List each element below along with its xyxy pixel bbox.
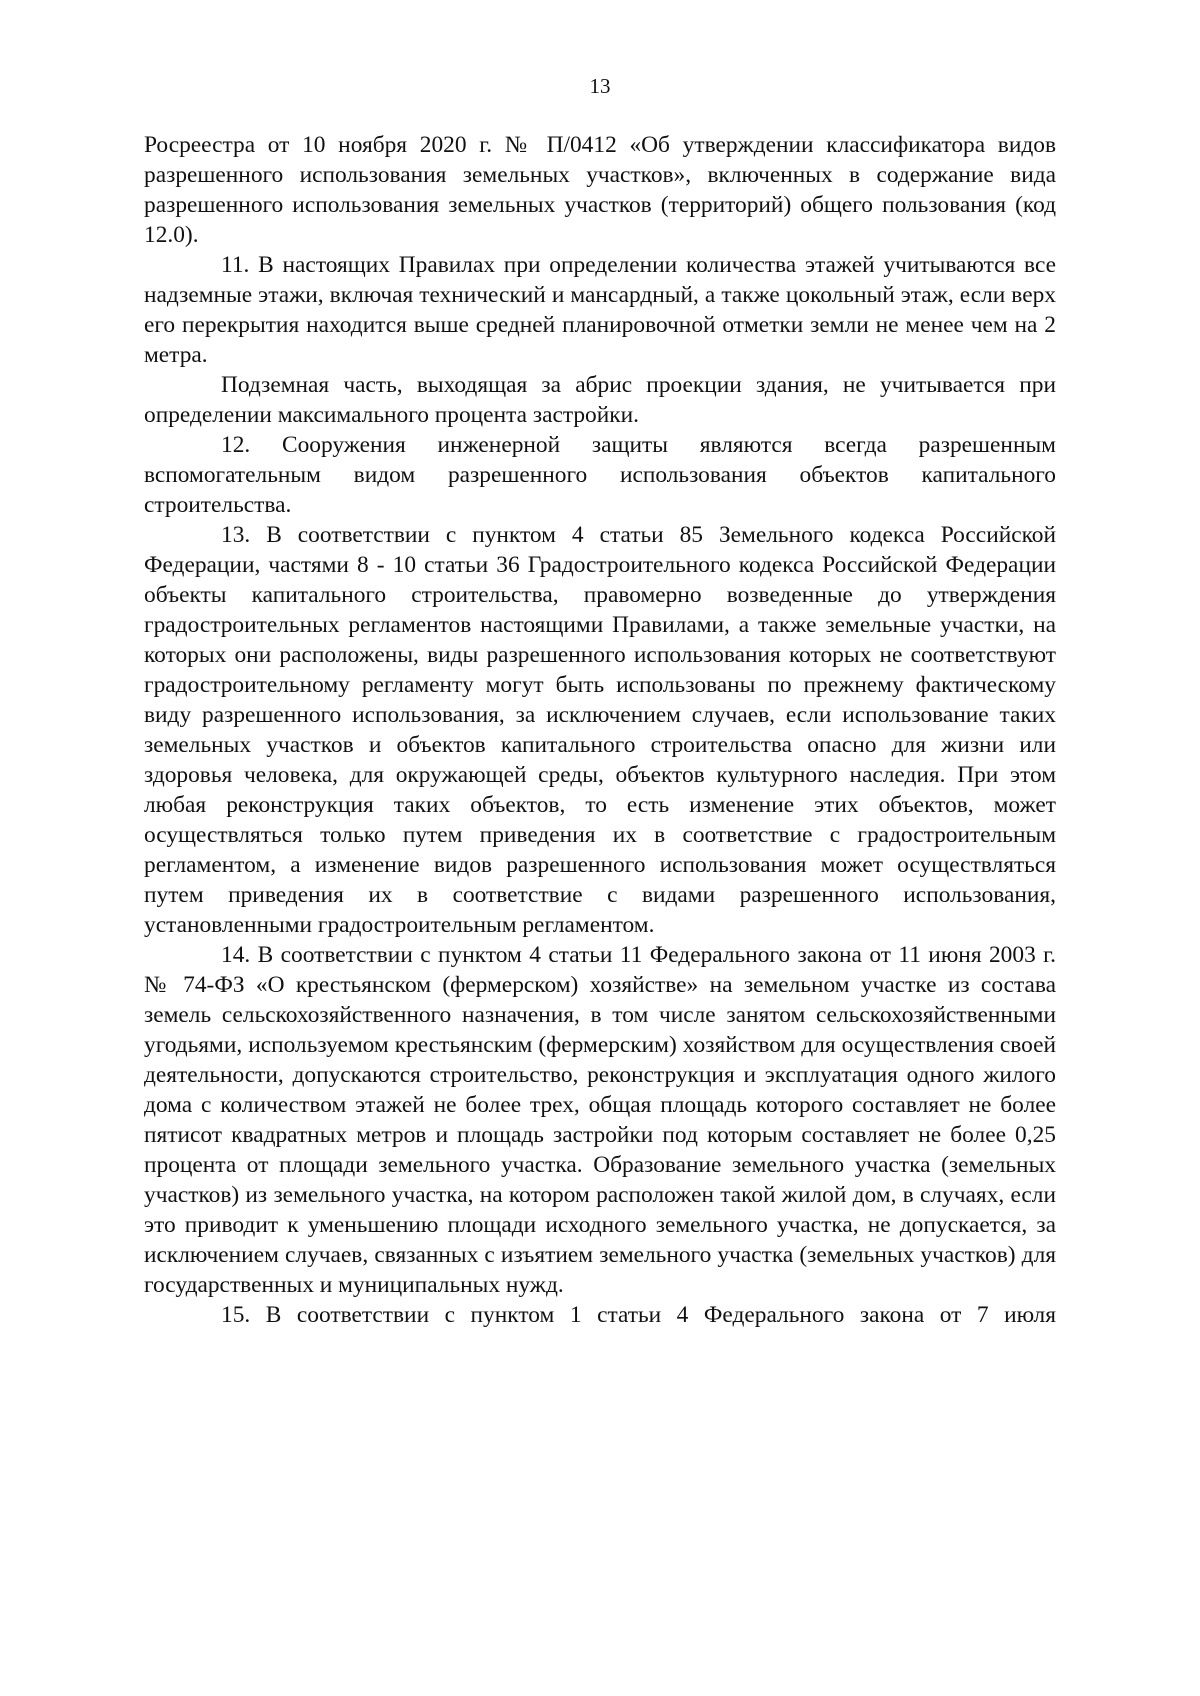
paragraph: 13. В соответствии с пунктом 4 статьи 85 Земельного кодекса Российской Федерации, частями 8 - 10 статьи 36 Градостроительного кодекса Российской Федерации объекты капитального строительства, правомерно возведенные до утверждения градостроительных регламентов настоящими Правилами, а также земельные участки, на которых они расположены, виды разрешенного использования которых не соответствуют градостроительному регламенту могут быть использованы по прежнему фактическому виду разрешенного использования, за исключением случаев, если использование таких земельных участков и объектов капитального строительства опасно для жизни или здоровья человека, для окружающей среды, объектов культурного наследия. При этом любая реконструкция таких объектов, то есть изменение этих объектов, может осуществляться только путем приведения их в соответствие с градостроительным регламентом, а изменение видов разрешенного использования может осуществляться путем приведения их в соответствие с видами разрешенного использования, установленными градостроительным регламентом.	[144, 522, 1056, 938]
document-body	[144, 130, 1056, 1330]
paragraph: Росреестра от 10 ноября 2020 г. № П/0412 «Об утверждении классификатора видов разрешенного использования земельных участков», включенных в содержание вида разрешенного использования земельных участков (территорий) общего пользования (код 12.0).	[144, 132, 1056, 248]
page-number: 13	[589, 74, 611, 98]
paragraph: 15. В соответствии с пунктом 1 статьи 4 Федерального закона от 7 июля	[221, 1302, 1056, 1328]
paragraph: 14. В соответствии с пунктом 4 статьи 11 Федерального закона от 11 июня 2003 г. № 74-ФЗ «О крестьянском (фермерском) хозяйстве» на земельном участке из состава земель сельскохозяйственного назначения, в том числе занятом сельскохозяйственными угодьями, используемом крестьянским (фермерским) хозяйством для осуществления своей деятельности, допускаются строительство, реконструкция и эксплуатация одного жилого дома с количеством этажей не более трех, общая площадь которого составляет не более пятисот квадратных метров и площадь застройки под которым составляет не более 0,25 процента от площади земельного участка. Образование земельного участка (земельных участков) из земельного участка, на котором расположен такой жилой дом, в случаях, если это приводит к уменьшению площади исходного земельного участка, не допускается, за исключением случаев, связанных с изъятием земельного участка (земельных участков) для государственных и муниципальных нужд.	[144, 942, 1056, 1298]
paragraph: Подземная часть, выходящая за абрис проекции здания, не учитывается при определении максимального процента застройки.	[144, 372, 1056, 428]
paragraph: 12. Сооружения инженерной защиты являются всегда разрешенным вспомогательным видом разрешенного использования объектов капитального строительства.	[144, 432, 1056, 518]
paragraph: 11. В настоящих Правилах при определении количества этажей учитываются все надземные этажи, включая технический и мансардный, а также цокольный этаж, если верх его перекрытия находится выше средней планировочной отметки земли не менее чем на 2 метра.	[144, 252, 1056, 368]
